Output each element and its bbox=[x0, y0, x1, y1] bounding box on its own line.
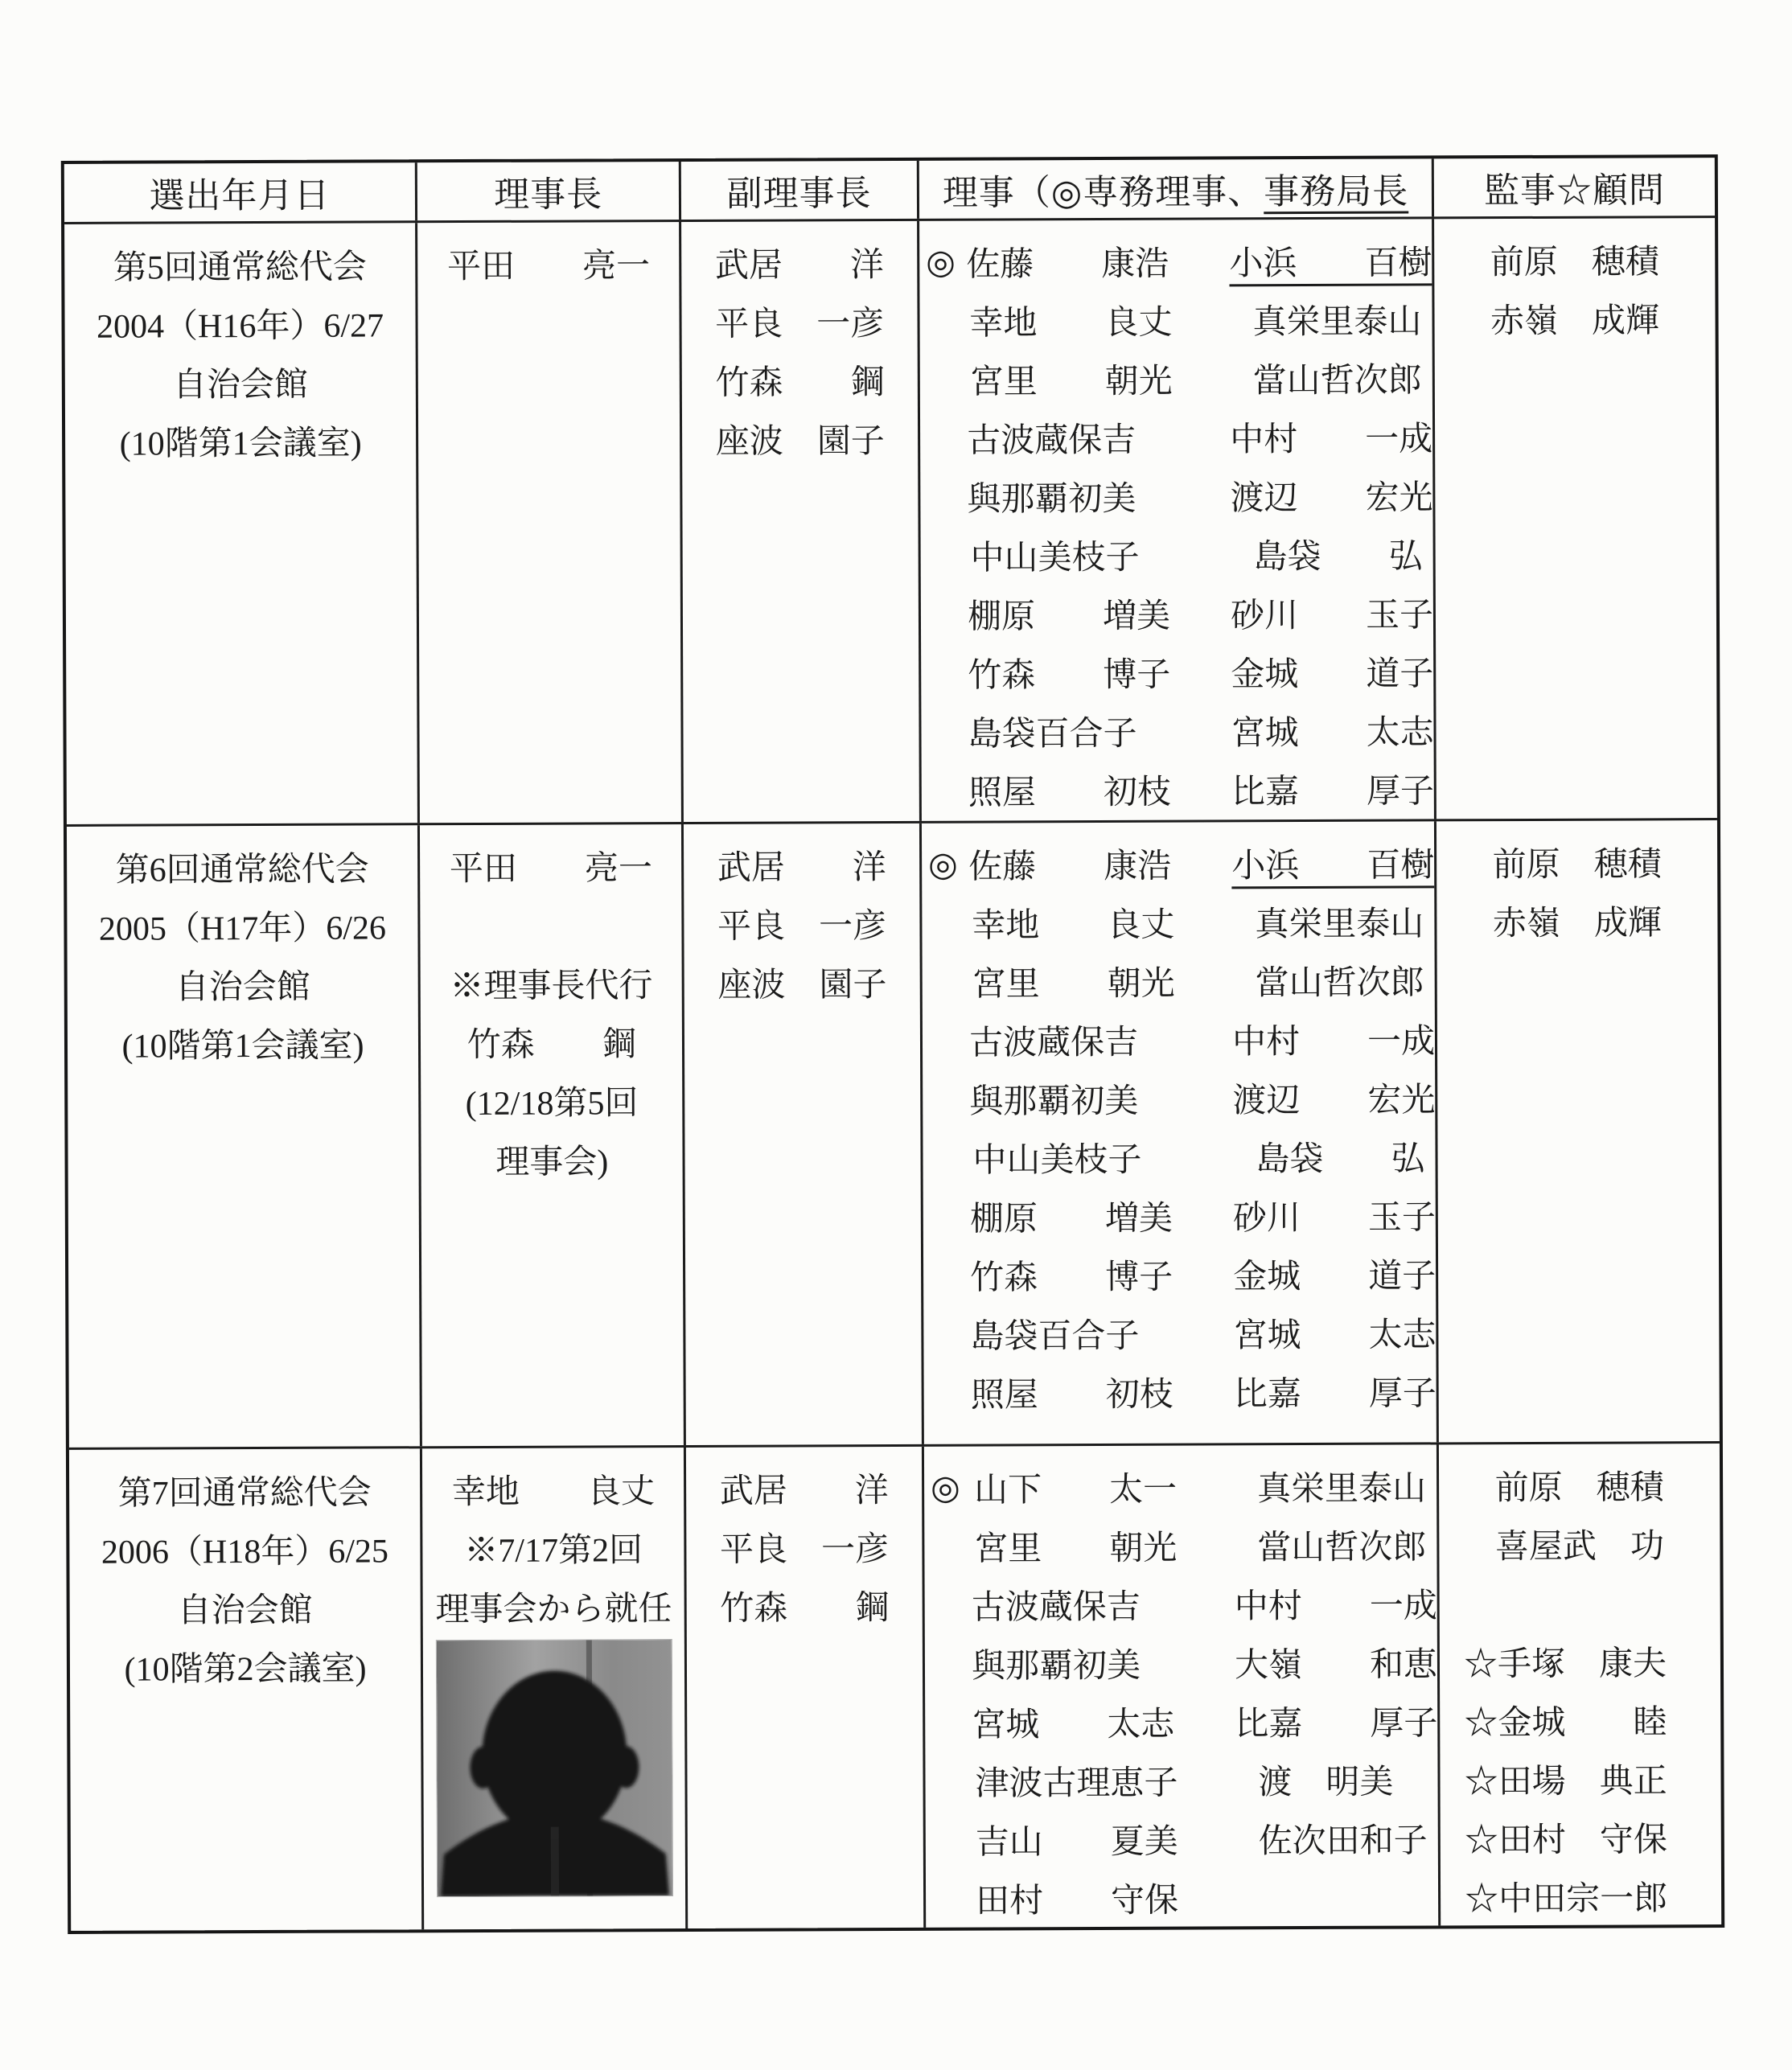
director-name: 竹森 博子 bbox=[968, 656, 1171, 695]
directors-cell bbox=[919, 219, 1436, 820]
auditors-cell bbox=[1436, 820, 1720, 1442]
ear-right bbox=[613, 1746, 639, 1788]
table-row-5th-meeting bbox=[64, 218, 1717, 827]
director-line bbox=[926, 1867, 1438, 1927]
director-name: 真栄里泰山 bbox=[1252, 302, 1422, 341]
header-label: 監事☆顧問 bbox=[1483, 170, 1666, 212]
director-name: 照屋 初枝 bbox=[970, 1376, 1173, 1415]
director-name: 渡 明美 bbox=[1258, 1764, 1394, 1801]
secretary-general-name: 小浜 百樹 bbox=[1229, 244, 1432, 282]
meeting-title: 第6回通常総代会 bbox=[115, 850, 369, 889]
chairman-cell bbox=[420, 824, 686, 1446]
auditors-cell bbox=[1439, 1444, 1721, 1925]
vice-chairman-name: 平良 一彦 bbox=[719, 1530, 890, 1569]
director-line bbox=[924, 1456, 1436, 1516]
chairman-name: 幸地 良丈 bbox=[451, 1472, 656, 1511]
director-name: 幸地 良丈 bbox=[972, 906, 1175, 945]
director-name: 砂川 玉子 bbox=[1230, 596, 1434, 635]
secretary-general-name: 小浜 百樹 bbox=[1231, 846, 1435, 885]
vice-chairman-name: 竹森 鋼 bbox=[715, 363, 885, 402]
director-name: 田村 守保 bbox=[975, 1882, 1179, 1920]
vice-chairman-name: 平良 一彦 bbox=[717, 907, 887, 946]
col-header-chairman bbox=[417, 162, 682, 220]
director-name: 中村 一成 bbox=[1232, 1022, 1436, 1061]
header-row bbox=[64, 158, 1715, 224]
director-line bbox=[923, 1185, 1436, 1245]
director-line bbox=[920, 406, 1432, 466]
director-name: 砂川 玉子 bbox=[1232, 1198, 1436, 1237]
vice-chairman-name: 座波 園子 bbox=[715, 422, 885, 461]
director-line bbox=[924, 1514, 1436, 1575]
chairman-cell bbox=[417, 222, 684, 823]
director-line bbox=[921, 700, 1433, 760]
vice-chairman-cell bbox=[684, 823, 923, 1445]
vice-chairman-name: 武居 洋 bbox=[714, 246, 885, 285]
director-name: 島袋百合子 bbox=[970, 1317, 1140, 1356]
director-name: 古波蔵保吉 bbox=[969, 1024, 1139, 1062]
acting-chairman-note3: 理事会) bbox=[495, 1143, 609, 1181]
header-label: 副理事長 bbox=[726, 174, 872, 214]
acting-chairman-note2: (12/18第5回 bbox=[465, 1084, 639, 1123]
director-line bbox=[923, 1361, 1436, 1421]
vice-chairman-name: 平良 一彦 bbox=[715, 305, 885, 343]
auditors-cell bbox=[1434, 218, 1717, 819]
director-name: 與那覇初美 bbox=[967, 480, 1136, 519]
acting-chairman-name: 竹森 鋼 bbox=[466, 1025, 636, 1064]
vice-chairman-cell bbox=[686, 1447, 926, 1928]
meeting-venue: 自治会館 bbox=[177, 1592, 313, 1629]
header-label-prefix: 理事（◎専務理事、 bbox=[942, 172, 1264, 213]
director-name: 渡辺 宏光 bbox=[1230, 478, 1433, 517]
director-name: 宮里 朝光 bbox=[972, 965, 1175, 1004]
auditor-name: 喜屋武 功 bbox=[1494, 1527, 1665, 1566]
director-name: 與那覇初美 bbox=[969, 1082, 1139, 1121]
director-line bbox=[922, 758, 1434, 819]
director-name: 與那覇初美 bbox=[971, 1647, 1141, 1686]
auditor-name: 前原 穂積 bbox=[1494, 1468, 1664, 1507]
director-name: 比嘉 厚子 bbox=[1233, 1374, 1436, 1413]
director-name: 中山美枝子 bbox=[972, 1141, 1142, 1180]
director-line bbox=[923, 1302, 1436, 1362]
director-name bbox=[1259, 1896, 1438, 1897]
col-header-directors bbox=[919, 158, 1434, 218]
director-name: 山下 太一 bbox=[973, 1471, 1178, 1509]
advisor-name: ☆田場 典正 bbox=[1464, 1762, 1667, 1801]
meeting-date: 2005（H17年）6/26 bbox=[98, 909, 387, 948]
director-name: 中村 一成 bbox=[1230, 420, 1433, 458]
director-name: 竹森 博子 bbox=[970, 1259, 1173, 1297]
director-name: 宮里 朝光 bbox=[969, 363, 1173, 401]
officer-roster-table bbox=[61, 154, 1724, 1934]
director-name: 棚原 増美 bbox=[969, 1200, 1173, 1238]
acting-chairman-note: ※理事長代行 bbox=[450, 967, 653, 1005]
director-line bbox=[923, 1067, 1435, 1127]
director-name: 佐次田和子 bbox=[1258, 1822, 1428, 1860]
meeting-venue: 自治会館 bbox=[172, 366, 308, 404]
managing-director-mark: ◎ bbox=[926, 244, 956, 281]
director-line bbox=[923, 1243, 1436, 1304]
director-name: 金城 道子 bbox=[1233, 1257, 1436, 1296]
director-line bbox=[926, 1808, 1438, 1868]
director-name: 宮城 太志 bbox=[1233, 1316, 1436, 1354]
director-name: 佐藤 康浩 bbox=[966, 245, 1169, 284]
vice-chairman-name: 座波 園子 bbox=[717, 966, 887, 1004]
advisor-name: ☆中田宗一郎 bbox=[1465, 1879, 1668, 1918]
director-line bbox=[923, 1126, 1435, 1186]
vice-chairman-name: 武居 洋 bbox=[719, 1472, 889, 1510]
managing-director-mark: ◎ bbox=[930, 1469, 960, 1507]
meeting-room: (10階第2会議室) bbox=[124, 1650, 367, 1689]
table-border bbox=[61, 154, 1724, 1934]
blank-line bbox=[420, 894, 682, 954]
advisor-name: ☆金城 睦 bbox=[1464, 1703, 1667, 1742]
auditor-name: 前原 穂積 bbox=[1492, 845, 1662, 884]
chairman-cell bbox=[422, 1448, 688, 1929]
director-line bbox=[920, 465, 1432, 525]
directors-cell bbox=[922, 821, 1439, 1444]
meeting-venue: 自治会館 bbox=[175, 968, 310, 1006]
chairman-name: 平田 亮一 bbox=[446, 247, 651, 285]
director-name: 真栄里泰山 bbox=[1256, 1469, 1427, 1508]
director-name: 中村 一成 bbox=[1234, 1587, 1437, 1625]
advisor-name: ☆手塚 康夫 bbox=[1464, 1645, 1667, 1683]
director-name: 島袋百合子 bbox=[968, 715, 1137, 754]
director-name: 中山美枝子 bbox=[970, 539, 1140, 577]
director-name: 宮里 朝光 bbox=[974, 1530, 1178, 1568]
director-name: 宮城 太志 bbox=[1231, 713, 1434, 752]
director-name: 比嘉 厚子 bbox=[1235, 1704, 1438, 1743]
director-name: 真栄里泰山 bbox=[1255, 905, 1424, 943]
director-line bbox=[924, 1573, 1436, 1633]
blank-line bbox=[1440, 1572, 1720, 1632]
header-label: 選出年月日 bbox=[149, 175, 331, 216]
director-line bbox=[922, 891, 1434, 951]
director-line bbox=[920, 524, 1432, 584]
director-line bbox=[923, 1008, 1435, 1069]
meeting-room: (10階第1会議室) bbox=[119, 425, 362, 463]
director-name: 吉山 夏美 bbox=[975, 1823, 1178, 1862]
director-name: 當山哲次郎 bbox=[1257, 1528, 1427, 1567]
meeting-cell bbox=[69, 1448, 424, 1931]
director-line bbox=[925, 1749, 1437, 1809]
director-name: 津波古理恵子 bbox=[975, 1764, 1178, 1803]
auditor-name: 前原 穂積 bbox=[1490, 243, 1659, 281]
director-line bbox=[919, 289, 1432, 349]
director-name: 島袋 弘 bbox=[1253, 537, 1423, 576]
col-header-vice-chairman bbox=[681, 161, 919, 220]
director-name: 佐藤 康浩 bbox=[968, 848, 1172, 886]
auditor-name: 赤嶺 成輝 bbox=[1490, 302, 1660, 340]
table-row-7th-meeting bbox=[69, 1444, 1721, 1931]
managing-director-mark: ◎ bbox=[927, 846, 958, 884]
director-name: 金城 道子 bbox=[1231, 655, 1434, 693]
meeting-cell bbox=[67, 825, 422, 1448]
director-name: 大嶺 和恵 bbox=[1235, 1645, 1438, 1684]
meeting-date: 2006（H18年）6/25 bbox=[101, 1532, 389, 1571]
meeting-title: 第7回通常総代会 bbox=[117, 1473, 372, 1513]
header-label: 理事長 bbox=[494, 175, 603, 215]
chairman-name: 平田 亮一 bbox=[449, 849, 653, 888]
director-name: 島袋 弘 bbox=[1256, 1140, 1425, 1178]
chairman-photo bbox=[437, 1640, 672, 1896]
director-line bbox=[925, 1632, 1437, 1692]
director-line bbox=[922, 950, 1434, 1010]
director-name: 當山哲次郎 bbox=[1252, 361, 1422, 400]
director-name: 照屋 初枝 bbox=[968, 774, 1171, 812]
director-name: 古波蔵保吉 bbox=[967, 421, 1136, 460]
director-line bbox=[921, 582, 1433, 643]
header-label-underlined: 事務局長 bbox=[1264, 171, 1409, 212]
director-line bbox=[921, 641, 1433, 701]
col-header-auditors bbox=[1434, 158, 1715, 216]
meeting-room: (10階第1会議室) bbox=[121, 1027, 364, 1066]
director-name: 宮城 太志 bbox=[972, 1706, 1175, 1744]
advisor-name: ☆田村 守保 bbox=[1464, 1821, 1668, 1859]
meeting-date: 2004（H16年）6/27 bbox=[97, 306, 384, 346]
chairman-note: ※7/17第2回 bbox=[464, 1531, 643, 1570]
director-name: 古波蔵保吉 bbox=[971, 1588, 1141, 1627]
directors-cell bbox=[924, 1444, 1441, 1927]
auditor-name: 赤嶺 成輝 bbox=[1492, 904, 1663, 943]
table-row-6th-meeting bbox=[67, 820, 1720, 1450]
director-line bbox=[919, 230, 1432, 290]
chairman-note2: 理事会から就任 bbox=[435, 1590, 672, 1628]
director-name: 比嘉 厚子 bbox=[1231, 772, 1435, 811]
director-name: 棚原 増美 bbox=[967, 598, 1171, 636]
director-name: 當山哲次郎 bbox=[1255, 963, 1424, 1002]
director-line bbox=[925, 1690, 1437, 1751]
director-line bbox=[920, 347, 1432, 408]
ear-left bbox=[470, 1747, 495, 1789]
meeting-title: 第5回通常総代会 bbox=[113, 248, 367, 287]
meeting-cell bbox=[64, 223, 420, 824]
col-header-election-date bbox=[64, 162, 417, 222]
director-name: 幸地 良丈 bbox=[969, 304, 1173, 343]
director-name: 渡辺 宏光 bbox=[1232, 1081, 1436, 1119]
vice-chairman-cell bbox=[682, 221, 922, 822]
vice-chairman-name: 武居 洋 bbox=[717, 848, 886, 887]
vice-chairman-name: 竹森 鋼 bbox=[720, 1589, 890, 1628]
director-line bbox=[922, 832, 1434, 893]
